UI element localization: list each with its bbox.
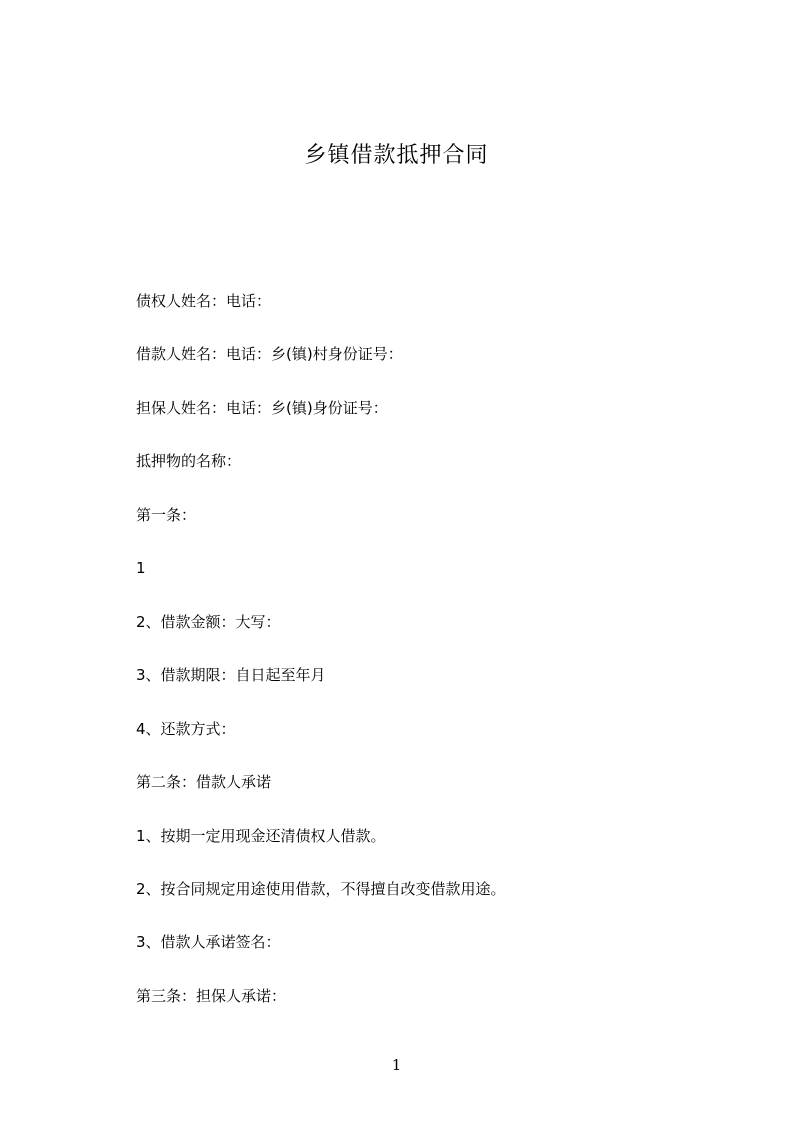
borrower-signature-line: 3、借款人承诺签名： xyxy=(136,933,281,951)
loan-amount-line: 2、借款金额：大写： xyxy=(136,613,281,631)
borrower-promise-1: 1、按期一定用现金还清债权人借款。 xyxy=(136,827,386,845)
creditor-line: 债权人姓名：电话： xyxy=(136,292,272,310)
loan-term-line: 3、借款期限：自日起至年月 xyxy=(136,666,326,684)
article-one-heading: 第一条： xyxy=(136,506,197,524)
borrower-line: 借款人姓名：电话：乡(镇)村身份证号： xyxy=(136,345,403,363)
article-three-heading: 第三条：担保人承诺： xyxy=(136,987,287,1005)
guarantor-line: 担保人姓名：电话：乡(镇)身份证号： xyxy=(136,399,388,417)
borrower-promise-2: 2、按合同规定用途使用借款，不得擅自改变借款用途。 xyxy=(136,880,506,898)
page-number: 1 xyxy=(391,1056,402,1074)
article-one-item-1: 1 xyxy=(136,559,146,577)
document-title: 乡镇借款抵押合同 xyxy=(304,143,489,168)
collateral-name-line: 抵押物的名称： xyxy=(136,452,242,470)
repayment-method-line: 4、还款方式： xyxy=(136,720,236,738)
article-two-heading: 第二条：借款人承诺 xyxy=(136,773,272,791)
